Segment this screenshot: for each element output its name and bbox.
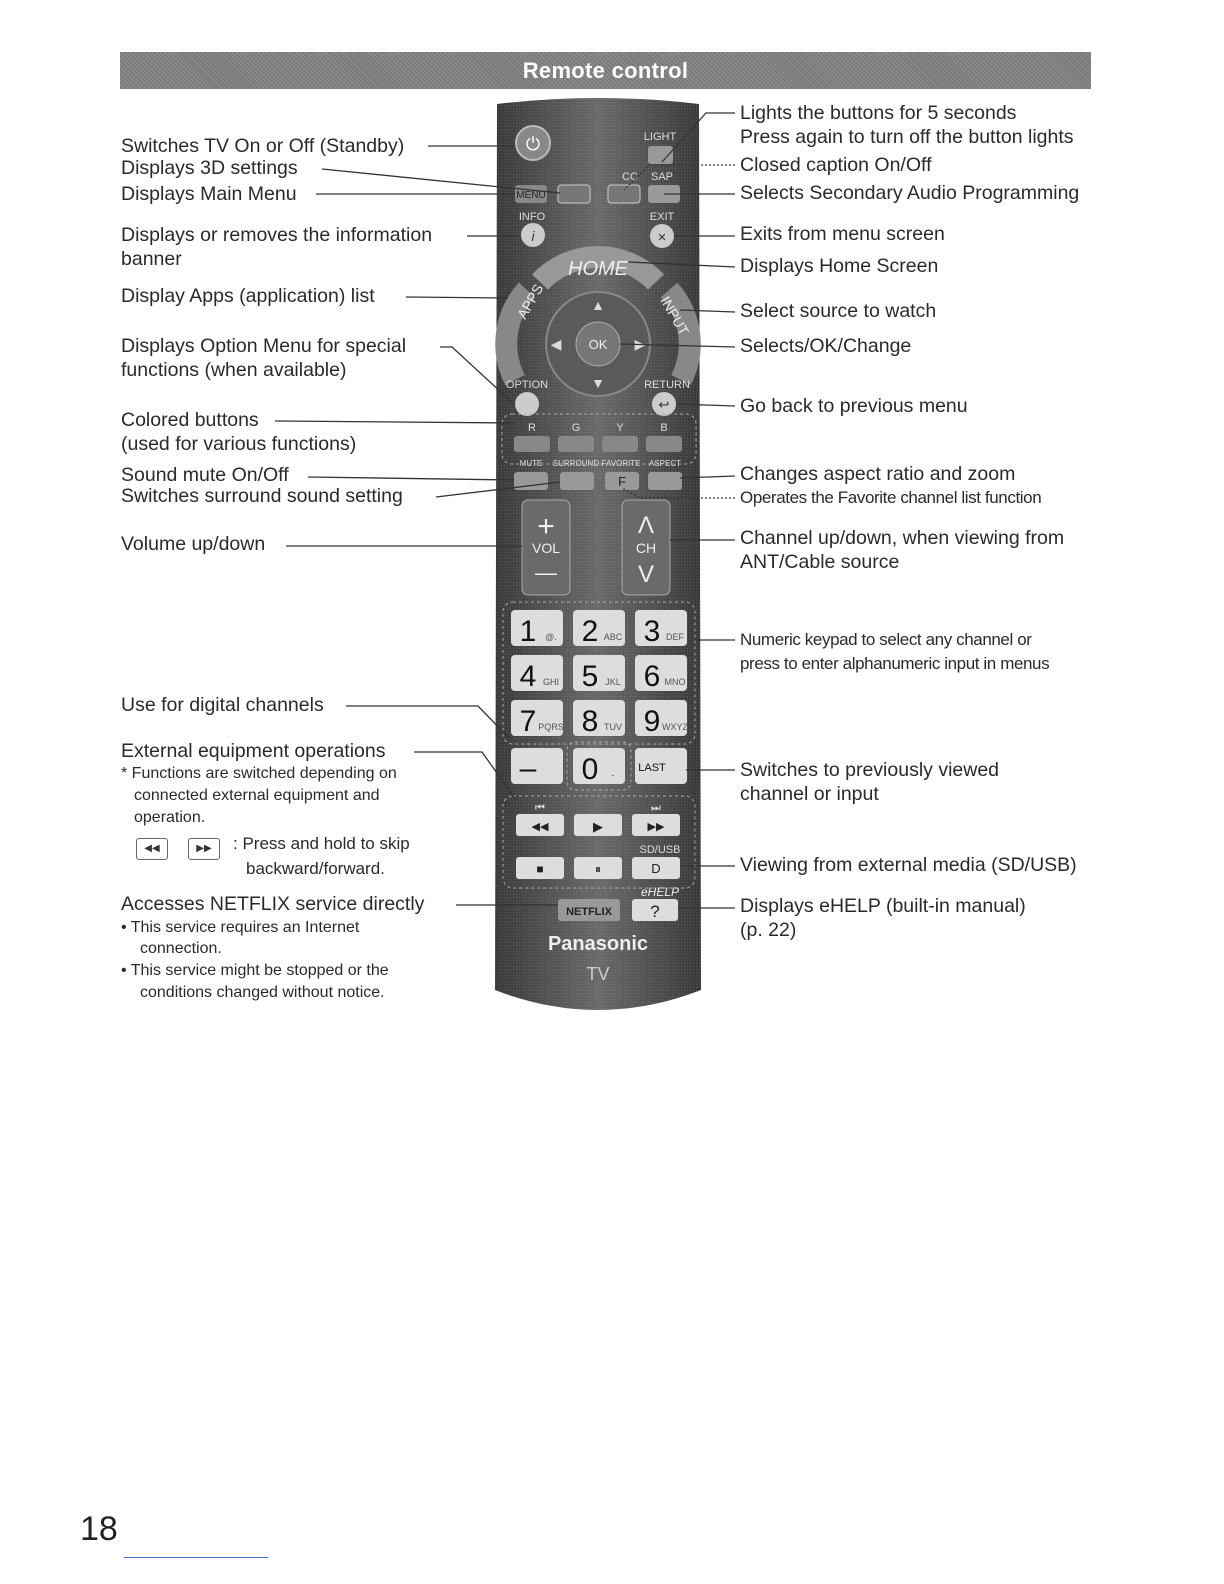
remote-light-text: LIGHT xyxy=(643,131,677,143)
remote-g-text: G xyxy=(571,422,581,434)
label-light: Lights the buttons for 5 seconds xyxy=(740,102,1017,124)
remote-tv-text: TV xyxy=(586,964,610,984)
yellow-button xyxy=(602,436,638,452)
label-digital: Use for digital channels xyxy=(121,694,324,716)
skip-fwd-icon: ⏭ xyxy=(651,802,661,814)
remote-brand-logo: Panasonic xyxy=(547,933,649,955)
remote-ok-text: OK xyxy=(588,337,608,352)
key-4-letters: GHI xyxy=(542,677,560,687)
label-netflix-note-2-cont: conditions changed without notice. xyxy=(140,984,385,1001)
label-sap: Selects Secondary Audio Programming xyxy=(740,182,1080,204)
remote-netflix-text: NETFLIX xyxy=(566,906,612,918)
key-2-digit: 2 xyxy=(581,615,599,648)
key-8-digit: 8 xyxy=(581,705,599,738)
nav-left-icon: ◀ xyxy=(550,336,562,352)
label-skip: : Press and hold to skip xyxy=(233,834,410,853)
label-last: Switches to previously viewed xyxy=(740,759,1000,781)
info-icon: i xyxy=(531,228,535,244)
label-ok: Selects/OK/Change xyxy=(740,335,912,357)
remote-home-text: HOME xyxy=(568,258,628,280)
aspect-button xyxy=(648,472,682,490)
remote-option-text: OPTION xyxy=(505,379,549,391)
key-5-letters: JKL xyxy=(605,677,621,687)
remote-aspect-text: ASPECT xyxy=(648,459,682,468)
label-skip-cont: backward/forward. xyxy=(246,859,385,878)
key-5-digit: 5 xyxy=(581,660,599,693)
label-ehelp-cont: (p. 22) xyxy=(740,919,797,941)
nav-right-icon: ▶ xyxy=(634,336,646,352)
label-channel: Channel up/down, when viewing from xyxy=(740,527,1065,549)
label-favorite: Operates the Favorite channel list function xyxy=(740,488,1042,507)
remote-apps-text: APPS xyxy=(513,281,547,322)
option-button xyxy=(515,392,539,416)
key-9-letters: WXYZ xyxy=(662,722,688,732)
remote-cc-text: CC xyxy=(622,171,638,183)
dash-key-text: – xyxy=(519,752,537,785)
label-surround: Switches surround sound setting xyxy=(121,485,403,507)
key-7-letters: PQRS xyxy=(538,722,564,732)
exit-icon: × xyxy=(657,229,667,246)
green-button xyxy=(558,436,594,452)
skip-forward-mini-icon: ▶▶ xyxy=(188,838,220,860)
3d-button xyxy=(558,185,590,203)
label-ehelp: Displays eHELP (built-in manual) xyxy=(740,895,1026,917)
label-netflix-note-1-cont: connection. xyxy=(140,940,222,957)
key-6-digit: 6 xyxy=(643,660,661,693)
remote-exit-text: EXIT xyxy=(649,211,675,223)
label-netflix: Accesses NETFLIX service directly xyxy=(121,893,425,915)
label-external-note-1: * Functions are switched depending on xyxy=(121,765,397,782)
label-light-cont: Press again to turn off the button lights xyxy=(740,126,1074,148)
sd-usb-icon: D xyxy=(651,861,661,876)
key-3-letters: DEF xyxy=(666,632,684,642)
blue-button xyxy=(646,436,682,452)
remote-info-text: INFO xyxy=(518,211,546,223)
footer-rule xyxy=(124,1557,268,1558)
label-netflix-note-1: • This service requires an Internet xyxy=(121,919,360,936)
remote-vol-text: VOL xyxy=(531,540,561,556)
label-external-note-3: operation. xyxy=(134,809,206,826)
label-menu: Displays Main Menu xyxy=(121,183,297,205)
nav-down-icon: ▼ xyxy=(591,375,605,391)
key-7-digit: 7 xyxy=(519,705,537,738)
remote-r-text: R xyxy=(528,422,536,434)
label-info: Displays or removes the information xyxy=(121,224,433,246)
key-9-digit: 9 xyxy=(643,705,661,738)
remote-sdusb-text: SD/USB xyxy=(639,844,681,856)
page-number: 18 xyxy=(80,1510,118,1548)
label-option-cont: functions (when available) xyxy=(121,359,347,381)
label-home: Displays Home Screen xyxy=(740,255,939,277)
skip-back-icon: ⏮ xyxy=(535,802,545,814)
remote-return-text: RETURN xyxy=(644,379,690,391)
cc-button xyxy=(608,185,640,203)
key-1-digit: 1 xyxy=(519,615,537,648)
label-numeric: Numeric keypad to select any channel or xyxy=(740,630,1032,649)
key-2-letters: ABC xyxy=(603,632,623,642)
return-icon: ↩ xyxy=(658,397,670,412)
last-key-text: LAST xyxy=(638,762,666,774)
rewind-icon: ◀◀ xyxy=(531,821,549,833)
surround-button xyxy=(560,472,594,490)
label-info-cont: banner xyxy=(121,248,182,270)
nav-up-icon: ▲ xyxy=(591,297,605,313)
key-1-letters: @. xyxy=(545,632,557,642)
red-button xyxy=(514,436,550,452)
power-icon: ⏻ xyxy=(525,134,541,154)
remote-ehelp-text: eHELP xyxy=(640,885,680,899)
key-4-digit: 4 xyxy=(519,660,537,693)
remote-b-text: B xyxy=(660,422,668,434)
key-8-letters: TUV xyxy=(604,722,622,732)
label-apps: Display Apps (application) list xyxy=(121,285,375,307)
remote-input-text: INPUT xyxy=(657,293,693,338)
remote-y-text: Y xyxy=(616,422,624,434)
remote-ch-up-text: Λ xyxy=(637,512,655,539)
label-cc: Closed caption On/Off xyxy=(740,154,932,176)
section-title: Remote control xyxy=(522,57,689,83)
key-0-letters: - xyxy=(611,770,615,780)
label-netflix-note-2: • This service might be stopped or the xyxy=(121,962,389,979)
label-power: Switches TV On or Off (Standby) xyxy=(121,135,405,157)
label-return: Go back to previous menu xyxy=(740,395,968,417)
key-3-digit: 3 xyxy=(643,615,661,648)
label-exit: Exits from menu screen xyxy=(740,223,945,245)
label-channel-cont: ANT/Cable source xyxy=(740,551,900,573)
remote-ch-down-text: V xyxy=(637,561,655,588)
label-external: External equipment operations xyxy=(121,740,386,762)
label-sdusb: Viewing from external media (SD/USB) xyxy=(740,854,1077,876)
key-6-letters: MNO xyxy=(664,677,686,687)
remote-favorite-text: FAVORITE xyxy=(601,459,641,468)
remote-ch-text: CH xyxy=(635,540,657,556)
light-button xyxy=(648,146,673,164)
label-external-note-2: connected external equipment and xyxy=(134,787,380,804)
label-3d: Displays 3D settings xyxy=(121,157,298,179)
remote-vol-minus-text: — xyxy=(535,560,557,585)
label-volume: Volume up/down xyxy=(121,533,266,555)
remote-sap-text: SAP xyxy=(650,171,674,183)
label-numeric-cont: press to enter alphanumeric input in menus xyxy=(740,654,1050,673)
skip-back-mini-icon: ◀◀ xyxy=(136,838,168,860)
remote-mute-text: MUTE xyxy=(519,459,543,468)
label-input: Select source to watch xyxy=(740,300,937,322)
ehelp-question-icon: ? xyxy=(650,902,660,921)
label-aspect: Changes aspect ratio and zoom xyxy=(740,463,1016,485)
remote-f-text: F xyxy=(618,474,626,489)
remote-vol-plus-text: + xyxy=(537,510,555,543)
remote-surround-text: SURROUND xyxy=(552,459,600,468)
label-option: Displays Option Menu for special xyxy=(121,335,407,357)
play-icon: ▶ xyxy=(593,819,603,834)
label-colored: Colored buttons xyxy=(121,409,259,431)
key-0-digit: 0 xyxy=(581,753,599,786)
fast-forward-icon: ▶▶ xyxy=(647,821,665,833)
remote-menu-text: MENU xyxy=(516,190,546,201)
label-last-cont: channel or input xyxy=(740,783,879,805)
label-colored-cont: (used for various functions) xyxy=(121,433,357,455)
label-mute: Sound mute On/Off xyxy=(121,464,289,486)
pause-icon: ⏸ xyxy=(594,862,602,876)
stop-icon: ■ xyxy=(536,862,544,876)
